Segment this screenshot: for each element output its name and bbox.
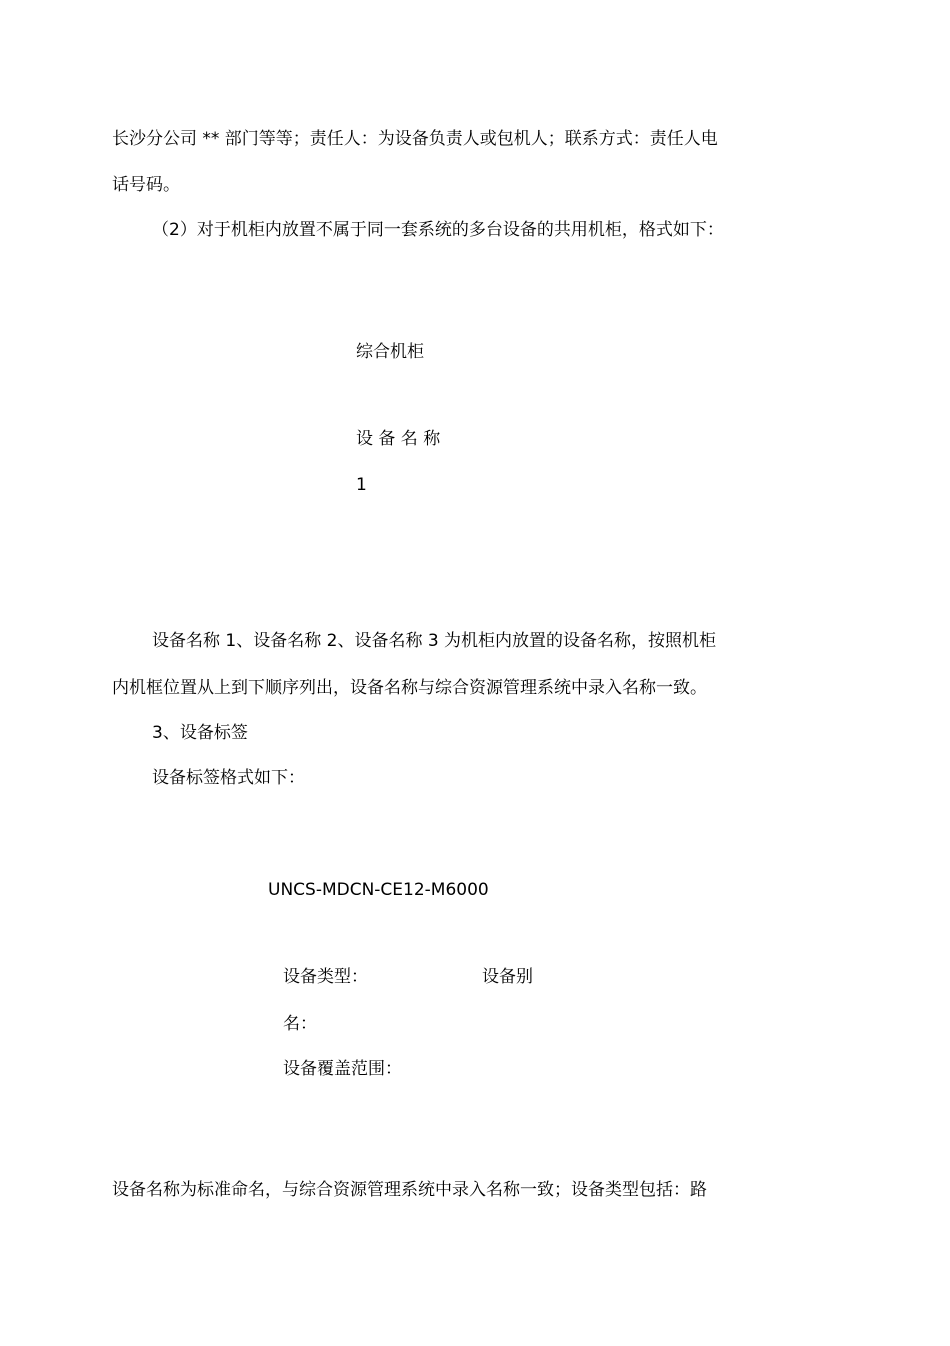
- cabinet-title: 综合机柜: [356, 342, 424, 362]
- device-coverage-label: 设备覆盖范围：: [283, 1059, 402, 1079]
- paragraph-line: 设备名称 1、设备名称 2、设备名称 3 为机柜内放置的设备名称，按照机柜: [152, 631, 717, 651]
- paragraph-line: （2）对于机柜内放置不属于同一套系统的多台设备的共用机柜，格式如下：: [152, 220, 724, 240]
- paragraph-line: 话号码。: [112, 175, 180, 195]
- paragraph-line: 内机框位置从上到下顺序列出，设备名称与综合资源管理系统中录入名称一致。: [112, 678, 707, 698]
- device-type-label: 设备类型：: [283, 967, 368, 987]
- paragraph-line: 长沙分公司 ** 部门等等；责任人：为设备负责人或包机人；联系方式：责任人电: [112, 129, 718, 149]
- paragraph-line: 设备标签格式如下：: [152, 768, 305, 788]
- paragraph-line: 设备名称为标准命名，与综合资源管理系统中录入名称一致；设备类型包括：路: [112, 1180, 707, 1200]
- section-heading: 3、设备标签: [152, 723, 248, 743]
- device-alias-label: 设备别: [482, 967, 533, 987]
- device-label-code: UNCS-MDCN-CE12-M6000: [268, 880, 489, 900]
- device-alias-label-cont: 名：: [283, 1014, 317, 1034]
- cabinet-device-name: 设 备 名 称: [356, 429, 441, 449]
- cabinet-device-index: 1: [356, 475, 367, 495]
